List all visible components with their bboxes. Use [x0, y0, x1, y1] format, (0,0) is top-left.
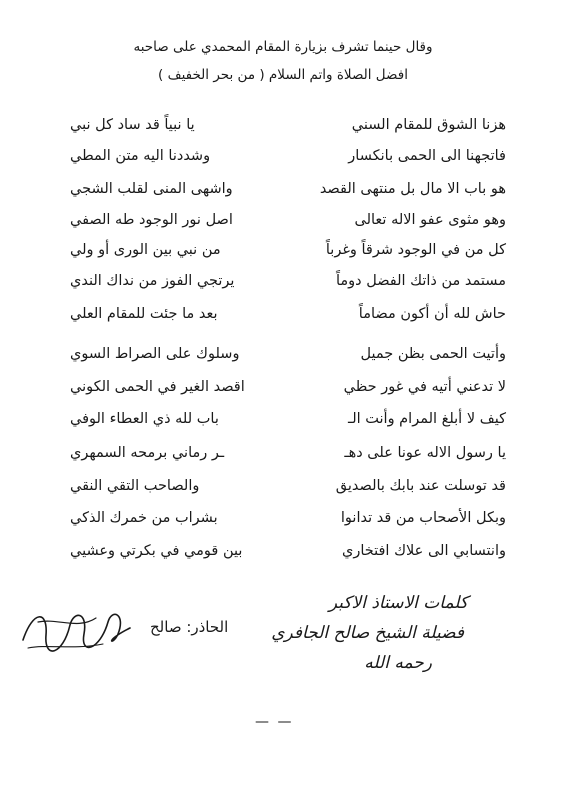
footer-mark: — — [255, 714, 294, 730]
verse-second-hemistich: والصاحب التقي النقي [70, 478, 200, 494]
poem-title-line-1: وقال حينما تشرف بزيارة المقام المحمدي على صاحبه [133, 39, 433, 55]
verse-row [70, 301, 506, 327]
verse-first-hemistich: وبكل الأصحاب من قد تدانوا [340, 510, 506, 526]
verse-second-hemistich: واشهى المنى لقلب الشجي [70, 181, 233, 197]
verse-second-hemistich: بين قومي في بكرتي وعشيي [70, 543, 243, 559]
verse-second-hemistich: ـر رماني برمحه السمهري [70, 445, 225, 461]
handwritten-attribution [271, 588, 468, 678]
verse-first-hemistich: هزنا الشوق للمقام السني [351, 117, 506, 133]
attribution-line-1: كلمات الاستاذ الاكبر [328, 593, 468, 613]
verse-row [70, 176, 506, 202]
verse-row [70, 143, 506, 169]
handwritten-signature-icon [18, 600, 138, 660]
verse-row [70, 237, 506, 263]
verse-first-hemistich: فاتجهنا الى الحمى بانكسار [348, 148, 506, 164]
poem-title-line-2: افضل الصلاة واتم السلام ( من بحر الخفيف ) [158, 67, 408, 83]
verse-first-hemistich: وانتسابي الى علاك افتخاري [342, 543, 506, 559]
verse-first-hemistich: يا رسول الاله عونا على دهـ [344, 445, 506, 461]
verse-second-hemistich: اقصد الغير في الحمى الكوني [70, 379, 245, 395]
verse-second-hemistich: بشراب من خمرك الذكي [70, 510, 218, 526]
verse-second-hemistich: اصل نور الوجود طه الصفي [70, 212, 233, 228]
verse-second-hemistich: وشددنا اليه متن المطي [70, 148, 211, 164]
verse-second-hemistich: يا نبياً قد ساد كل نبي [70, 117, 195, 133]
verse-first-hemistich: لا تدعني أتيه في غور حظي [343, 379, 506, 395]
verse-row [70, 440, 506, 466]
attribution-line-2: فضيلة الشيخ صالح الجافري [271, 623, 464, 643]
verse-first-hemistich: كل من في الوجود شرقاً وغرباً [325, 242, 506, 258]
verse-row [70, 538, 506, 564]
verse-second-hemistich: يرتجي الفوز من نداك الندي [70, 273, 235, 289]
verse-row [70, 374, 506, 400]
verse-first-hemistich: هو باب الا مال بل منتهى القصد [319, 181, 506, 197]
verse-row [70, 406, 506, 432]
verse-first-hemistich: وأتيت الحمى بظن جميل [360, 346, 506, 362]
verse-row [70, 341, 506, 367]
verse-first-hemistich: وهو مثوى عفو الاله تعالى [354, 212, 506, 228]
verse-row [70, 207, 506, 233]
verse-first-hemistich: كيف لا أبلغ المرام وأنت الـ [347, 411, 506, 427]
verse-second-hemistich: من نبي بين الورى أو ولي [70, 242, 221, 258]
signature-caption: الحاذر: صالح [150, 618, 229, 636]
verse-first-hemistich: حاش لله أن أكون مضاماً [358, 306, 506, 322]
verse-row [70, 112, 506, 138]
verse-first-hemistich: قد توسلت عند بابك بالصديق [335, 478, 506, 494]
verse-row [70, 268, 506, 294]
verse-second-hemistich: بعد ما جئت للمقام العلي [70, 306, 218, 322]
verse-first-hemistich: مستمد من ذاتك الفضل دوماً [335, 273, 506, 289]
verse-second-hemistich: باب لله ذي العطاء الوفي [70, 411, 219, 427]
verse-second-hemistich: وسلوك على الصراط السوي [70, 346, 240, 362]
verse-row [70, 505, 506, 531]
verse-row [70, 473, 506, 499]
attribution-line-3: رحمه الله [364, 653, 432, 673]
